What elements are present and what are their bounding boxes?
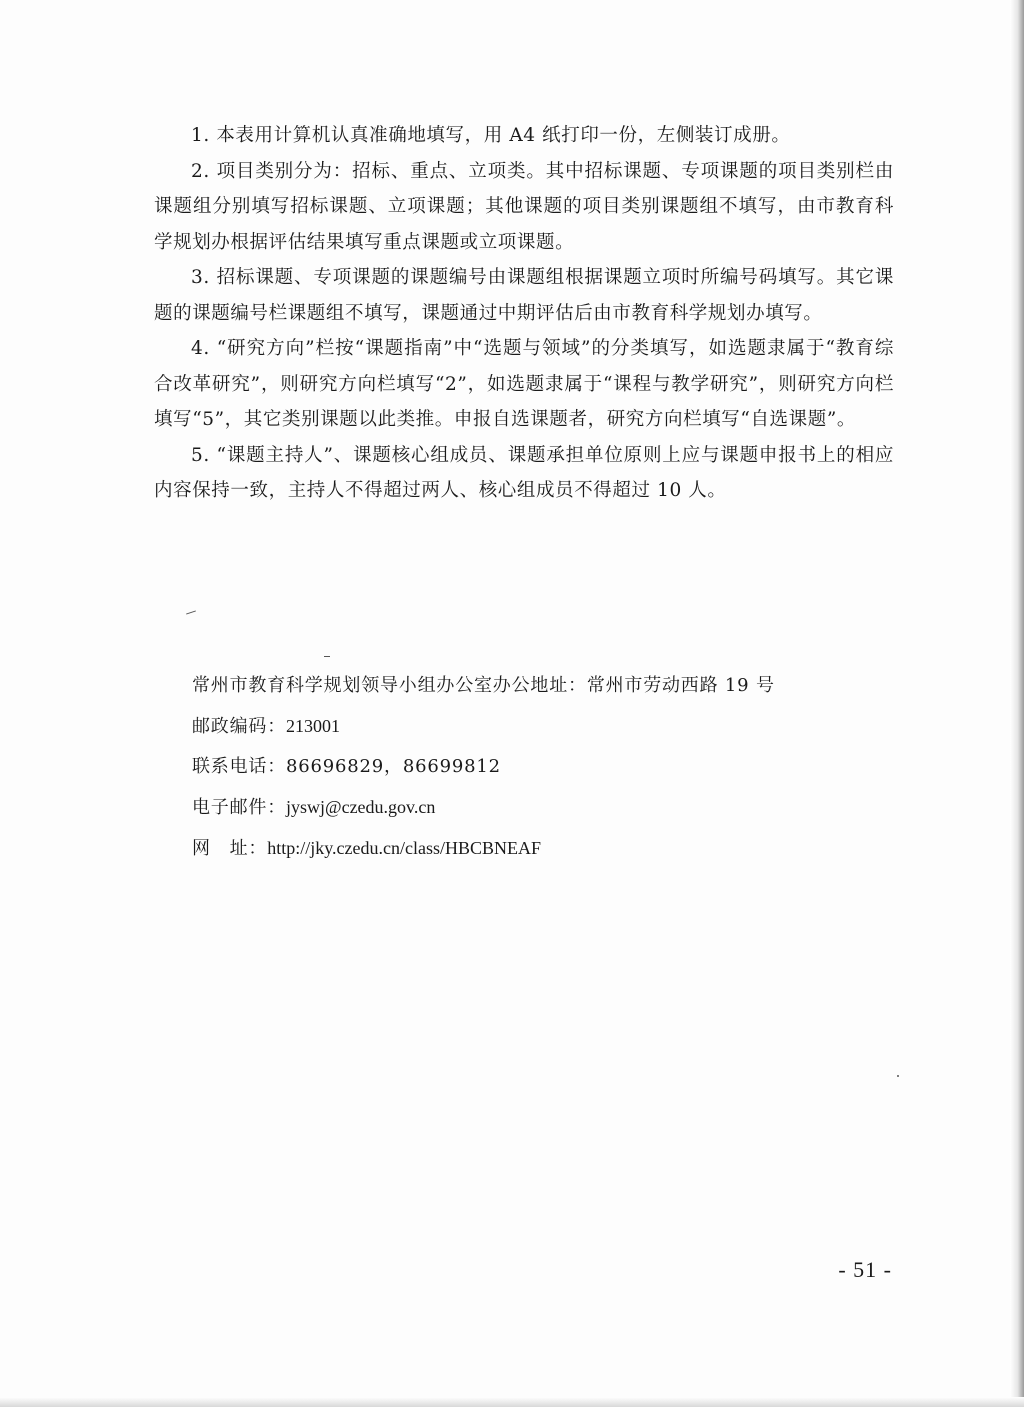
instruction-item-5: 5. “课题主持人”、课题核心组成员、课题承担单位原则上应与课题申报书上的相应内容保持一致，主持人不得超过两人、核心组成员不得超过 10 人。 [154, 444, 894, 501]
website-label: 网 址： [192, 838, 268, 859]
postcode-row [192, 706, 892, 747]
phone-value: 86696829，86699812 [286, 756, 501, 777]
scan-shadow-bottom [0, 1397, 1024, 1407]
office-address-row [192, 666, 892, 706]
email-row [192, 787, 892, 828]
contact-info [192, 666, 892, 869]
website-row [192, 828, 892, 869]
instruction-item-3: 3. 招标课题、专项课题的课题编号由课题组根据课题立项时所编号码填写。其它课题的课题编号栏课题组不填写，课题通过中期评估后由市教育科学规划办填写。 [154, 267, 894, 324]
scan-speck [897, 1075, 899, 1077]
website-value: http://jky.czedu.cn/class/HBCBNEAF [267, 838, 542, 858]
page-number: - 51 - [838, 1257, 892, 1282]
office-address-value: 常州市劳动西路 19 号 [586, 675, 775, 696]
phone-label: 联系电话： [192, 756, 286, 777]
office-address-label: 常州市教育科学规划领导小组办公室办公地址： [192, 675, 587, 696]
email-label: 电子邮件： [192, 797, 286, 818]
instruction-item-2: 2. 项目类别分为：招标、重点、立项类。其中招标课题、专项课题的项目类别栏由课题组分别填写招标课题、立项课题；其他课题的项目类别课题组不填写，由市教育科学规划办根据评估结果填写重点课题或立项课题。 [154, 160, 894, 253]
postcode-value: 213001 [286, 716, 340, 736]
email-value: jyswj@czedu.gov.cn [286, 797, 436, 817]
phone-row [192, 747, 892, 787]
instruction-item-1: 1. 本表用计算机认真准确地填写，用 A4 纸打印一份，左侧装订成册。 [191, 125, 791, 146]
scan-speck [324, 656, 330, 657]
postcode-label: 邮政编码： [192, 716, 286, 737]
scan-shadow-right [1010, 0, 1024, 1407]
instructions-list [154, 118, 894, 509]
instruction-item-4: 4. “研究方向”栏按“课题指南”中“选题与领域”的分类填写，如选题隶属于“教育综合改革研究”，则研究方向栏填写“2”，如选题隶属于“课程与教学研究”，则研究方向栏填写“5”，其它类别课题以此类推。申报自选课题者，研究方向栏填写“自选课题”。 [154, 338, 894, 430]
scan-speck [186, 610, 196, 614]
